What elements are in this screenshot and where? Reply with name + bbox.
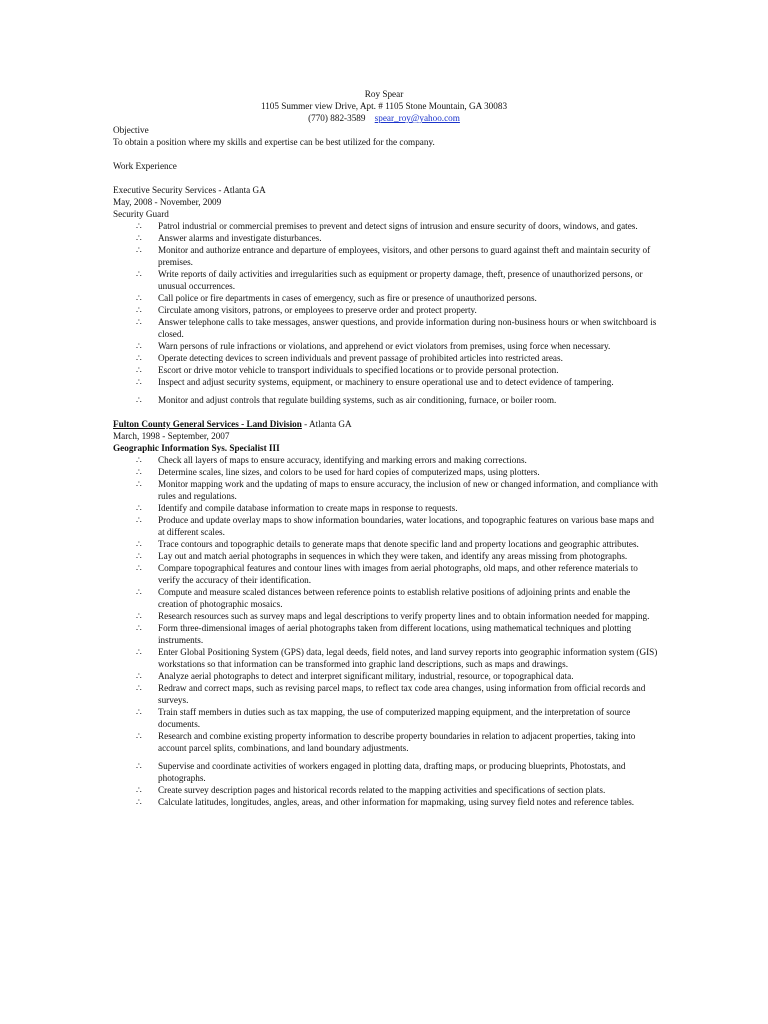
duty-item: [113, 562, 658, 586]
bullet-icon: ∴: [136, 671, 142, 681]
bullet-icon: ∴: [136, 785, 142, 795]
bullet-icon: ∴: [136, 467, 142, 477]
bullet-icon: ∴: [136, 623, 142, 633]
duty-text: Calculate latitudes, longitudes, angles, areas, and other information for mapmaking, using survey field notes and reference tables.: [158, 797, 635, 807]
duty-text: Call police or fire departments in cases of emergency, such as fire or presence of unauthorized persons.: [158, 293, 537, 303]
job-dates: March, 1998 - September, 2007: [113, 431, 230, 441]
duty-text: Monitor and adjust controls that regulate building systems, such as air conditioning, furnace, or boiler room.: [158, 395, 557, 405]
duty-item: [113, 376, 658, 388]
duty-item: [113, 760, 658, 784]
duty-item: [113, 670, 658, 682]
duty-text: Compute and measure scaled distances between reference points to establish relative positions of adjoining prints and enable the creation of photographic mosaics.: [158, 587, 631, 609]
job-duties-list: [113, 454, 658, 808]
duty-text: Operate detecting devices to screen individuals and prevent passage of prohibited articles into restricted areas.: [158, 353, 563, 363]
duty-text: Write reports of daily activities and irregularities such as equipment or property damage, theft, presence of unauthorized persons, or unusual occurrences.: [158, 269, 643, 291]
duty-item: [113, 340, 658, 352]
duty-text: Create survey description pages and historical records related to the mapping activities and specifications of section plats.: [158, 785, 606, 795]
contact-line: [0, 112, 768, 124]
duty-text: Inspect and adjust security systems, equipment, or machinery to ensure operational use and to detect evidence of tampering.: [158, 377, 614, 387]
bullet-icon: ∴: [136, 797, 142, 807]
duty-text: Escort or drive motor vehicle to transport individuals to specified locations or to provide personal protection.: [158, 365, 559, 375]
duty-text: Research and combine existing property information to describe property boundaries in relation to adjacent properties, taking into account parcel splits, combinations, and land boundary adjustments.: [158, 731, 636, 753]
duty-item: [113, 352, 658, 364]
bullet-icon: ∴: [136, 503, 142, 513]
duty-item: [113, 610, 658, 622]
bullet-icon: ∴: [136, 515, 142, 525]
candidate-email-link[interactable]: spear_roy@yahoo.com: [374, 113, 460, 123]
duty-item: [113, 466, 658, 478]
duty-item: [113, 730, 658, 754]
duty-text: Identify and compile database information to create maps in response to requests.: [158, 503, 458, 513]
bullet-icon: ∴: [136, 221, 142, 231]
bullet-icon: ∴: [136, 317, 142, 327]
bullet-icon: ∴: [136, 365, 142, 375]
bullet-icon: ∴: [136, 563, 142, 573]
duty-text: Determine scales, line sizes, and colors to be used for hard copies of computerized maps, using plotters.: [158, 467, 540, 477]
duty-item: [113, 682, 658, 706]
bullet-icon: ∴: [136, 551, 142, 561]
duty-text: Warn persons of rule infractions or violations, and apprehend or evict violators from premises, using force when necessary.: [158, 341, 611, 351]
objective-heading: Objective: [113, 125, 149, 135]
bullet-icon: ∴: [136, 647, 142, 657]
job-title: Geographic Information Sys. Specialist III: [113, 443, 280, 453]
bullet-icon: ∴: [136, 341, 142, 351]
work-experience-heading: Work Experience: [113, 161, 177, 171]
bullet-icon: ∴: [136, 233, 142, 243]
job-entry-security: [113, 184, 658, 406]
duty-item: [113, 784, 658, 796]
duty-item: [113, 514, 658, 538]
duty-item: [113, 394, 658, 406]
job-employer: Fulton County General Services - Land Division: [113, 419, 302, 429]
bullet-icon: ∴: [136, 395, 142, 405]
resume-body: [113, 124, 658, 808]
job-location: - Atlanta GA: [301, 419, 352, 429]
bullet-icon: ∴: [136, 683, 142, 693]
duty-item: [113, 232, 658, 244]
bullet-icon: ∴: [136, 731, 142, 741]
duty-item: [113, 502, 658, 514]
duty-text: Train staff members in duties such as tax mapping, the use of computerized mapping equipment, and the interpretation of source documents.: [158, 707, 631, 729]
duty-text: Answer telephone calls to take messages, answer questions, and provide information during non-business hours or when switchboard is closed.: [158, 317, 657, 339]
duty-text: Supervise and coordinate activities of workers engaged in plotting data, drafting maps, or producing blueprints, Photostats, and photographs.: [158, 761, 626, 783]
bullet-icon: ∴: [136, 377, 142, 387]
duty-item: [113, 454, 658, 466]
duty-item: [113, 646, 658, 670]
objective-text: To obtain a position where my skills and expertise can be best utilized for the company.: [113, 137, 435, 147]
contact-header: [0, 88, 768, 124]
duty-item: [113, 796, 658, 808]
duty-text: Monitor and authorize entrance and departure of employees, visitors, and other persons to guard against theft and maintain security of premises.: [158, 245, 651, 267]
duty-text: Compare topographical features and contour lines with images from aerial photographs, old maps, and other reference materials to verify the accuracy of their identification.: [158, 563, 638, 585]
duty-text: Circulate among visitors, patrons, or employees to preserve order and protect property.: [158, 305, 477, 315]
duty-item: [113, 478, 658, 502]
duty-text: Redraw and correct maps, such as revising parcel maps, to reflect tax code area changes, using information from official records and surveys.: [158, 683, 646, 705]
duty-item: [113, 244, 658, 268]
job-employer: Executive Security Services - Atlanta GA: [113, 185, 266, 195]
duty-text: Answer alarms and investigate disturbances.: [158, 233, 322, 243]
candidate-phone: (770) 882-3589: [308, 113, 366, 123]
duty-item: [113, 364, 658, 376]
duty-text: Lay out and match aerial photographs in sequences in which they were taken, and identify any areas missing from photographs.: [158, 551, 628, 561]
duty-text: Enter Global Positioning System (GPS) data, legal deeds, field notes, and land survey reports into geographic information system (GIS) workstations so that information can be transformed into graphic land descriptions, such as maps and drawings.: [158, 647, 658, 669]
duty-text: Trace contours and topographic details to generate maps that denote specific land and property locations and geographic attributes.: [158, 539, 639, 549]
duty-text: Research resources such as survey maps and legal descriptions to verify property lines and to obtain information needed for mapping.: [158, 611, 650, 621]
candidate-address: 1105 Summer view Drive, Apt. # 1105 Stone Mountain, GA 30083: [260, 101, 508, 111]
duty-item: [113, 292, 658, 304]
duty-text: Analyze aerial photographs to detect and interpret significant military, industrial, resource, or topographical data.: [158, 671, 574, 681]
job-dates: May, 2008 - November, 2009: [113, 197, 222, 207]
duty-item: [113, 316, 658, 340]
bullet-icon: ∴: [136, 587, 142, 597]
duty-text: Form three-dimensional images of aerial photographs taken from different locations, using mathematical techniques and plotting instruments.: [158, 623, 632, 645]
bullet-icon: ∴: [136, 539, 142, 549]
candidate-name: Roy Spear: [364, 89, 404, 99]
duty-text: Monitor mapping work and the updating of maps to ensure accuracy, the inclusion of new or changed information, and compliance with rules and regulations.: [158, 479, 658, 501]
duty-item: [113, 550, 658, 562]
bullet-icon: ∴: [136, 353, 142, 363]
duty-item: [113, 304, 658, 316]
duty-item: [113, 538, 658, 550]
bullet-icon: ∴: [136, 707, 142, 717]
job-title: Security Guard: [113, 209, 169, 219]
duty-item: [113, 586, 658, 610]
duty-item: [113, 220, 658, 232]
bullet-icon: ∴: [136, 305, 142, 315]
bullet-icon: ∴: [136, 269, 142, 279]
duty-text: Produce and update overlay maps to show information boundaries, water locations, and topographic features on various base maps and at different scales.: [158, 515, 654, 537]
bullet-icon: ∴: [136, 761, 142, 771]
bullet-icon: ∴: [136, 611, 142, 621]
duty-text: Patrol industrial or commercial premises to prevent and detect signs of intrusion and ensure security of doors, windows, and gates.: [158, 221, 638, 231]
job-entry-gis: [113, 418, 658, 808]
bullet-icon: ∴: [136, 479, 142, 489]
duty-item: [113, 706, 658, 730]
bullet-icon: ∴: [136, 293, 142, 303]
duty-item: [113, 622, 658, 646]
duty-text: Check all layers of maps to ensure accuracy, identifying and marking errors and making corrections.: [158, 455, 527, 465]
bullet-icon: ∴: [136, 455, 142, 465]
duty-item: [113, 268, 658, 292]
bullet-icon: ∴: [136, 245, 142, 255]
job-duties-list: [113, 220, 658, 406]
